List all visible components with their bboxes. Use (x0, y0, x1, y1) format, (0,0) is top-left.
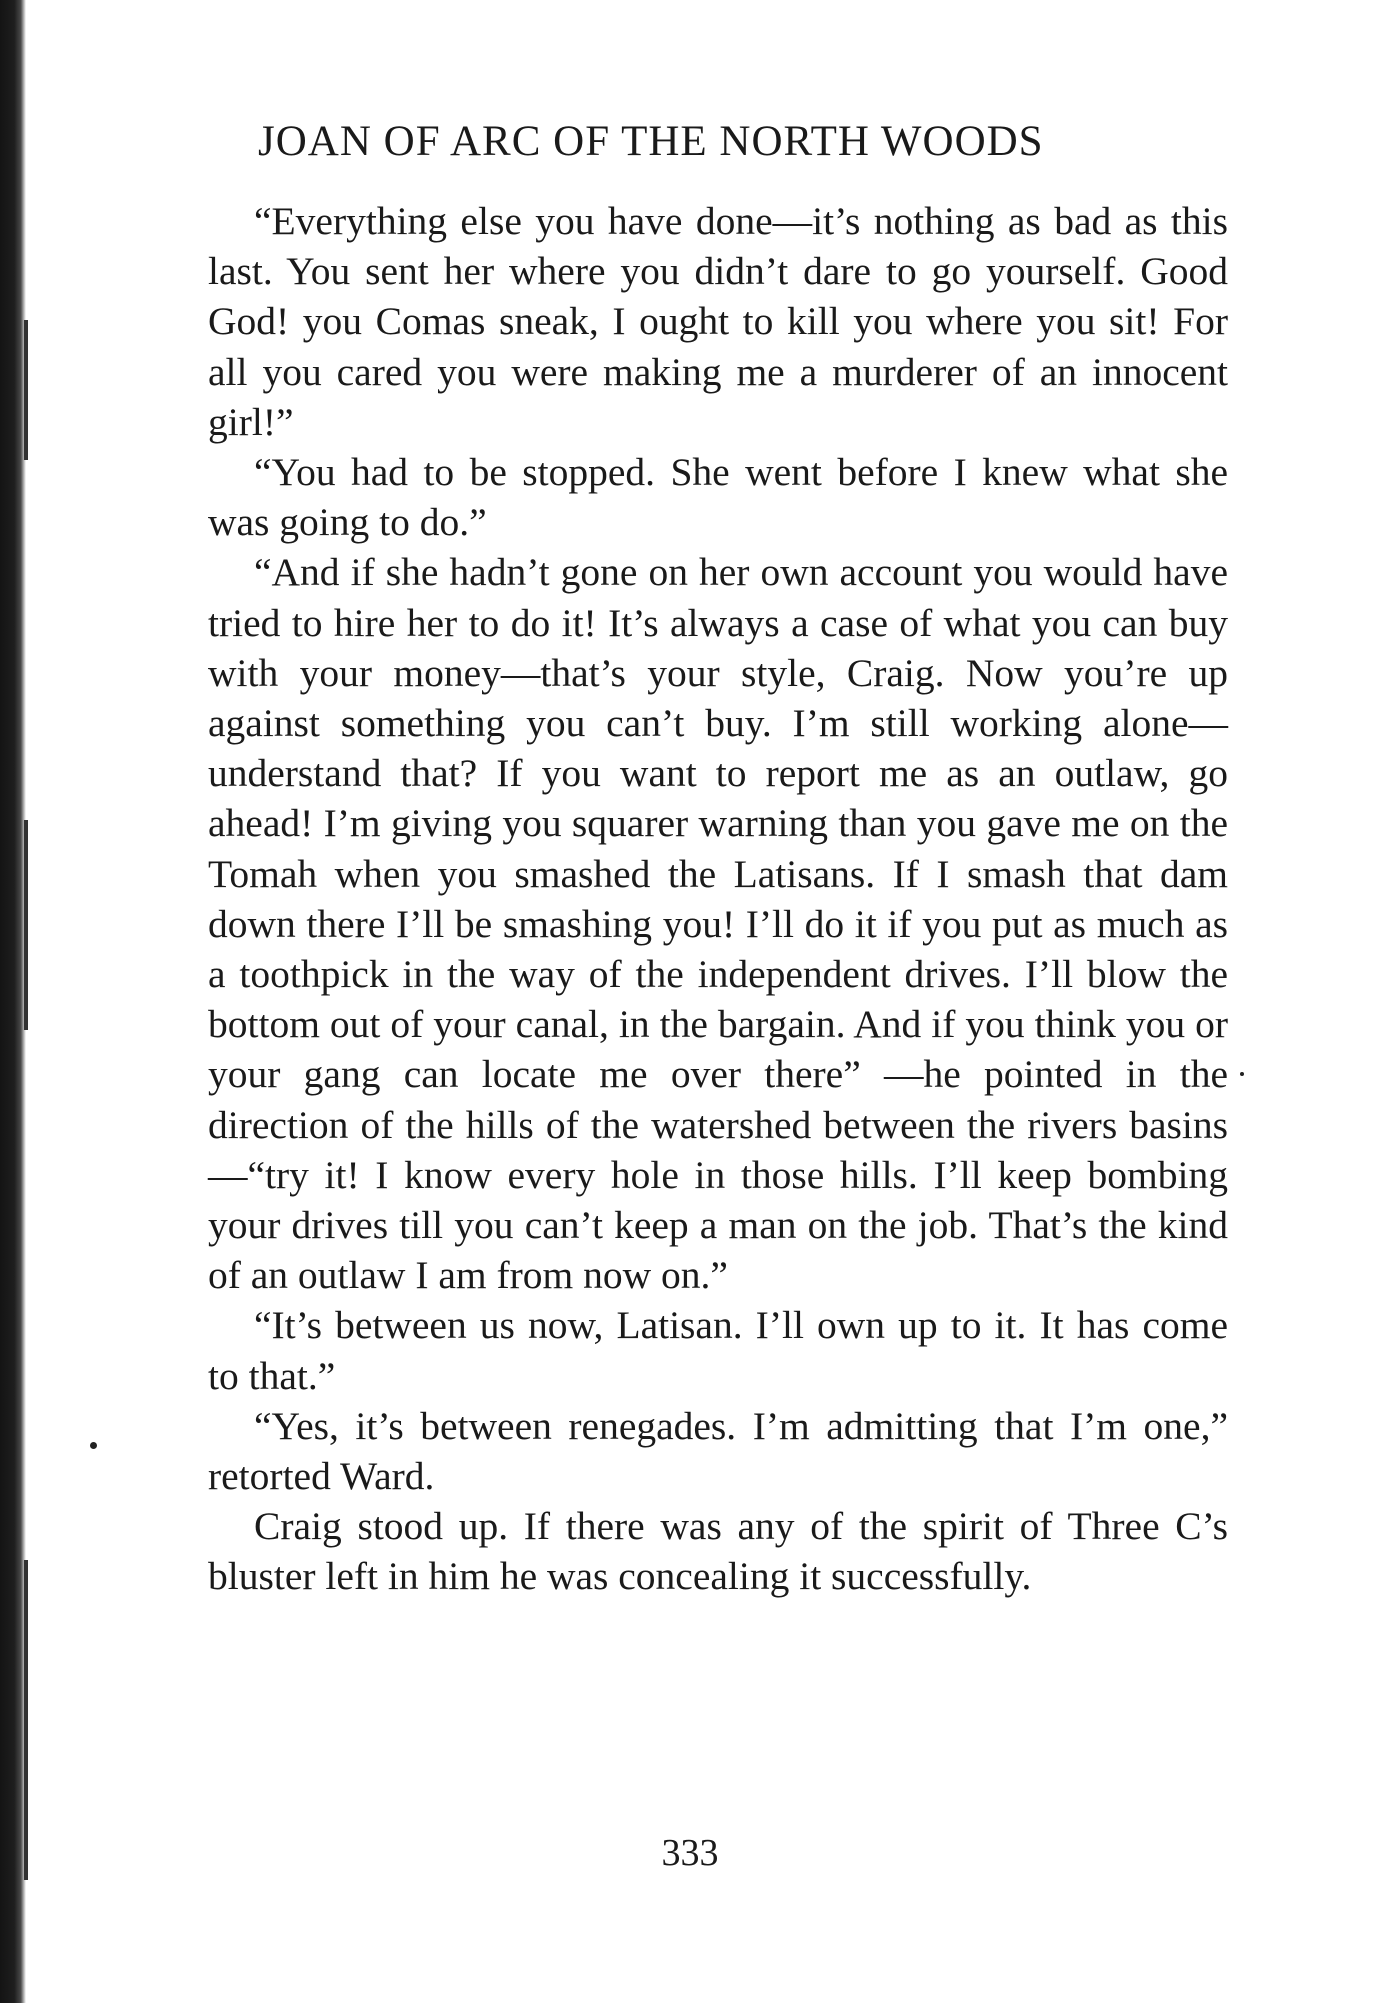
stray-ink-dot (90, 1442, 97, 1449)
paragraph: “And if she hadn’t gone on her own account you would have tried to hire her to do it! It’s always a case of what you can buy with your money—that’s your style, Craig. Now you’re up against something you can’t buy. I’m still working alone—understand that? If you want to report me as an outlaw, go ahead! I’m giving you squarer warning than you gave me on the Tomah when you smashed the Latisans. If I smash that dam down there I’ll be smashing you! I’ll do it if you put as much as a toothpick in the way of the independent drives. I’ll blow the bottom out of your canal, in the bargain. And if you think you or your gang can locate me over there” —he pointed in the direction of the hills of the watershed between the rivers basins—“try it! I know every hole in those hills. I’ll keep bombing your drives till you can’t keep a man on the job. That’s the kind of an outlaw I am from now on.” (208, 550, 1228, 1298)
page-number: 333 (661, 1832, 719, 1874)
book-spine-shadow (0, 0, 26, 2003)
paragraph: Craig stood up. If there was any of the spirit of Three C’s bluster left in him he was concealing it successfully. (208, 1504, 1228, 1599)
stray-ink-dot (1240, 1072, 1244, 1076)
body-text (208, 196, 1228, 1602)
gutter-mark (24, 820, 28, 1030)
paragraph: “Yes, it’s between renegades. I’m admitting that I’m one,” retorted Ward. (208, 1403, 1228, 1499)
running-head: JOAN OF ARC OF THE NORTH WOODS (258, 118, 1044, 165)
paragraph: “You had to be stopped. She went before I knew what she was going to do.” (208, 450, 1228, 545)
paragraph: “It’s between us now, Latisan. I’ll own up to it. It has come to that.” (208, 1303, 1228, 1398)
gutter-mark (24, 1560, 28, 1880)
paragraph: “Everything else you have done—it’s nothing as bad as this last. You sent her where you didn’t dare to go yourself. Good God! you Comas sneak, I ought to kill you where you sit! For all you cared you were making me a murderer of an innocent girl!” (208, 199, 1228, 444)
gutter-mark (24, 320, 28, 460)
